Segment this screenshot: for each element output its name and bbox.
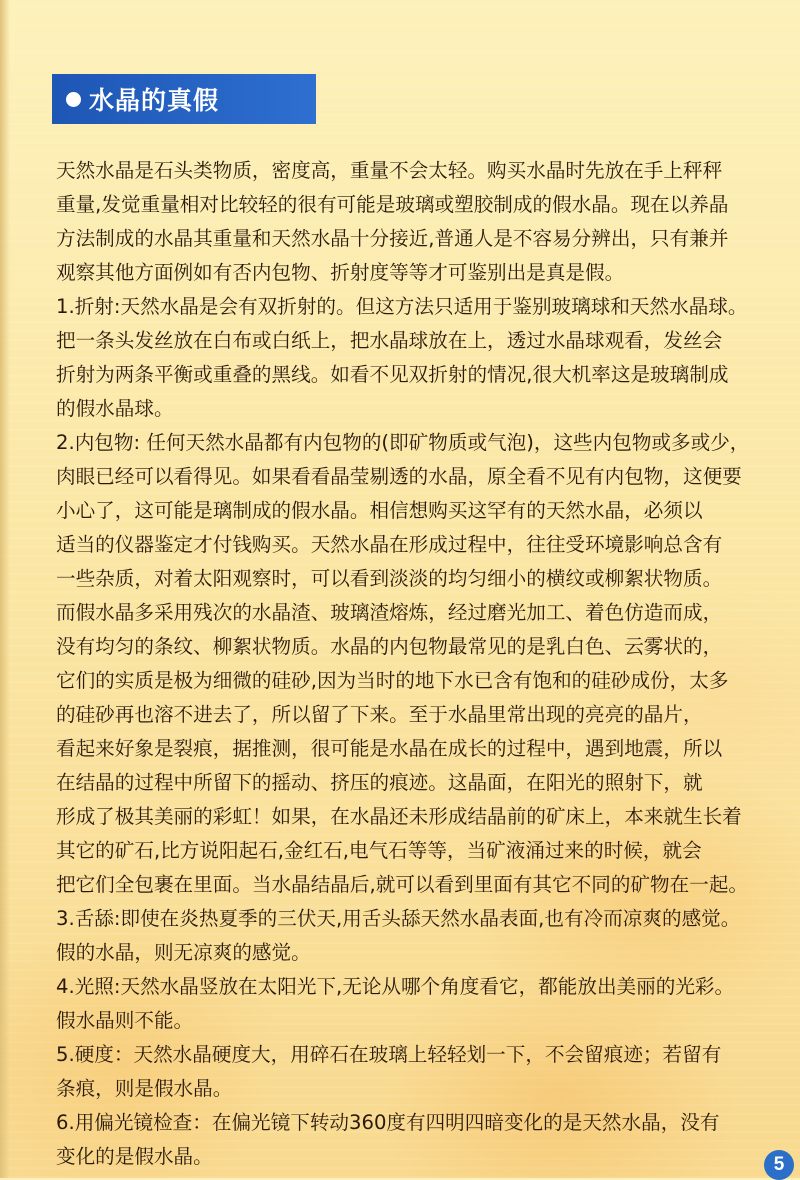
text-line: 变化的是假水晶。 [56, 1145, 213, 1168]
text-line: 假水晶则不能。 [56, 1009, 194, 1032]
paragraph-intro [56, 154, 768, 290]
text-line: 肉眼已经可以看得见。如果看看晶莹剔透的水晶，原全看不见有内包物，这便要 [56, 465, 742, 488]
text-line: 把一条头发丝放在白布或白纸上，把水晶球放在上，透过水晶球观看，发丝会 [56, 329, 723, 352]
text-line: 在结晶的过程中所留下的摇动、挤压的痕迹。这晶面，在阳光的照射下，就 [56, 771, 703, 794]
text-line: 小心了，这可能是璃制成的假水晶。相信想购买这罕有的天然水晶，必须以 [56, 499, 703, 522]
paragraph-light-test [56, 970, 768, 1038]
text-line: 3.舌舔:即使在炎热夏季的三伏天,用舌头舔天然水晶表面,也有冷而凉爽的感觉。 [56, 907, 741, 930]
paragraph-inclusions [56, 426, 768, 902]
paragraph-hardness [56, 1038, 768, 1106]
paragraph-refraction [56, 290, 768, 426]
article-body [56, 154, 768, 1174]
text-line: 6.用偏光镜检查：在偏光镜下转动360度有四明四暗变化的是天然水晶，没有 [56, 1111, 720, 1134]
text-line: 假的水晶，则无凉爽的感觉。 [56, 941, 311, 964]
text-line: 的硅砂再也溶不进去了，所以留了下来。至于水晶里常出现的亮亮的晶片， [56, 703, 703, 726]
text-line: 天然水晶是石头类物质，密度高，重量不会太轻。购买水晶时先放在手上秤秤 [56, 159, 723, 182]
paragraph-tongue-test [56, 902, 768, 970]
text-line: 5.硬度：天然水晶硬度大，用碎石在玻璃上轻轻划一下，不会留痕迹；若留有 [56, 1043, 722, 1066]
text-line: 而假水晶多采用残次的水晶渣、玻璃渣熔炼，经过磨光加工、着色仿造而成， [56, 601, 723, 624]
text-line: 看起来好象是裂痕，据推测，很可能是水晶在成长的过程中，遇到地震，所以 [56, 737, 723, 760]
text-line: 它们的实质是极为细微的硅砂,因为当时的地下水已含有饱和的硅砂成份，太多 [56, 669, 729, 692]
text-line: 重量,发觉重量相对比较轻的很有可能是玻璃或塑胶制成的假水晶。现在以养晶 [56, 193, 729, 216]
text-line: 的假水晶球。 [56, 397, 174, 420]
text-line: 没有均匀的条纹、柳絮状物质。水晶的内包物最常见的是乳白色、云雾状的， [56, 635, 723, 658]
section-title-bar [52, 74, 316, 124]
bullet-dot-icon [66, 92, 81, 107]
page-title: 水晶的真假 [89, 86, 220, 115]
text-line: 1.折射:天然水晶是会有双折射的。但这方法只适用于鉴别玻璃球和天然水晶球。 [56, 295, 748, 318]
text-line: 2.内包物: 任何天然水晶都有内包物的(即矿物质或气泡)，这些内包物或多或少， [56, 431, 750, 454]
text-line: 一些杂质，对着太阳观察时，可以看到淡淡的均匀细小的横纹或柳絮状物质。 [56, 567, 723, 590]
paragraph-polarizer [56, 1106, 768, 1174]
text-line: 其它的矿石,比方说阳起石,金红石,电气石等等，当矿液涌过来的时候，就会 [56, 839, 702, 862]
text-line: 适当的仪器鉴定才付钱购买。天然水晶在形成过程中，往往受环境影响总含有 [56, 533, 723, 556]
page-edge-shadow [0, 0, 10, 1178]
text-line: 折射为两条平衡或重叠的黑线。如看不见双折射的情况,很大机率这是玻璃制成 [56, 363, 729, 386]
text-line: 方法制成的水晶其重量和天然水晶十分接近,普通人是不容易分辨出，只有兼并 [56, 227, 729, 250]
text-line: 4.光照:天然水晶竖放在太阳光下,无论从哪个角度看它，都能放出美丽的光彩。 [56, 975, 735, 998]
text-line: 形成了极其美丽的彩虹！如果，在水晶还未形成结晶前的矿床上，本来就生长着 [56, 805, 742, 828]
page-number-badge: 5 [764, 1150, 794, 1180]
text-line: 把它们全包裹在里面。当水晶结晶后,就可以看到里面有其它不同的矿物在一起。 [56, 873, 749, 896]
text-line: 观察其他方面例如有否内包物、折射度等等才可鉴别出是真是假。 [56, 261, 625, 284]
text-line: 条痕，则是假水晶。 [56, 1077, 233, 1100]
